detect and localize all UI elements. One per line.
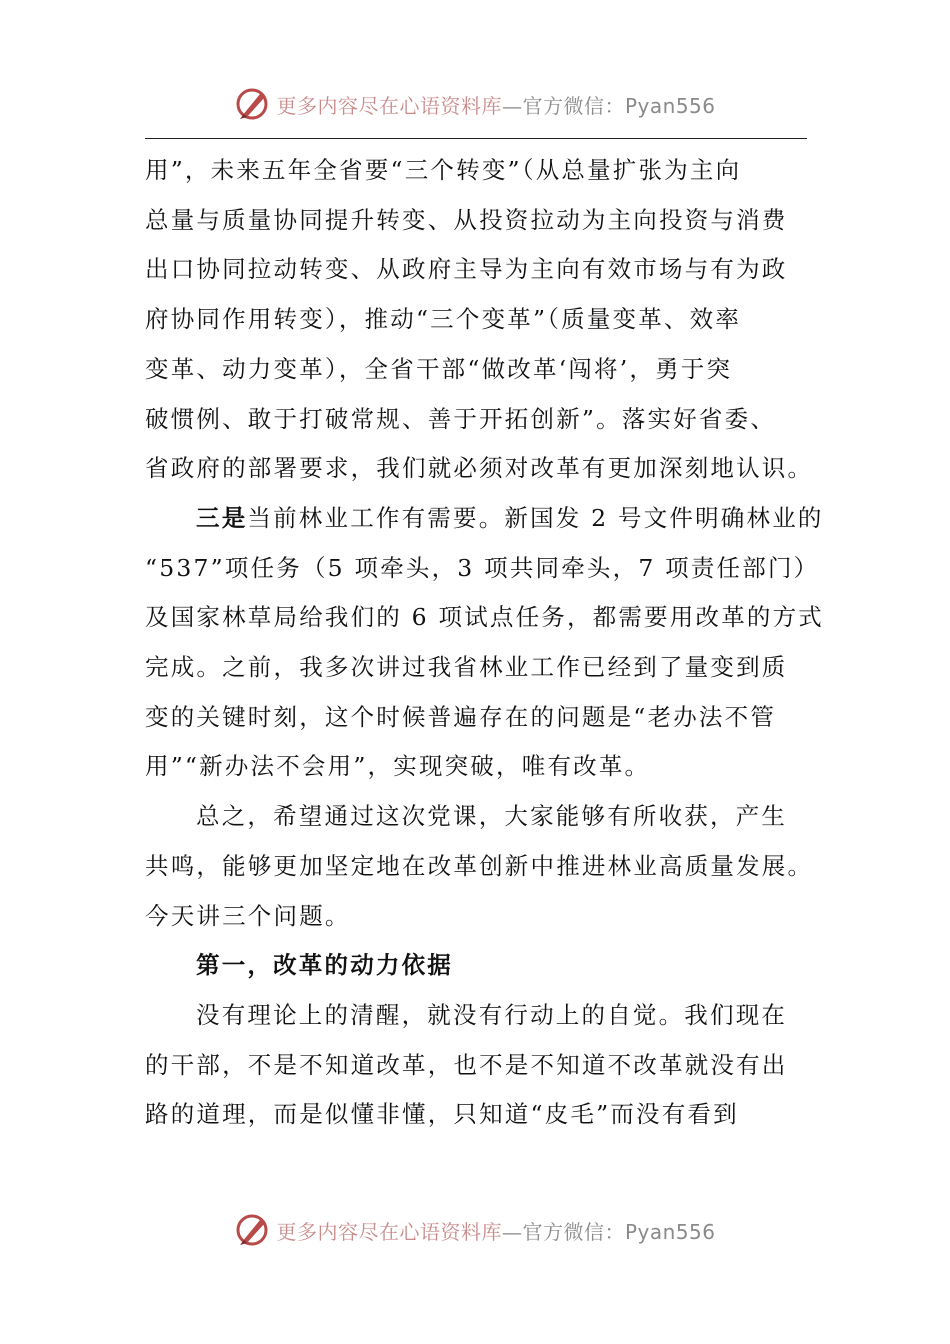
heading-text: 第一，改革的动力依据: [196, 951, 453, 980]
header-rule: [145, 138, 807, 139]
text-line: 路的道理，而是似懂非懂，只知道“皮毛”而没有看到: [145, 1100, 739, 1129]
pen-logo-icon: [234, 86, 270, 122]
document-body: [145, 146, 824, 1140]
section-heading-1: [145, 941, 807, 991]
wechat-label: 官方微信：: [522, 1219, 625, 1244]
watermark-title: 更多内容尽在心语资料库: [276, 1219, 502, 1244]
text-line: 今天讲三个问题。: [145, 901, 351, 930]
wechat-label: 官方微信：: [522, 93, 625, 118]
paragraph-2: [145, 494, 824, 792]
bold-lead: 三是: [196, 503, 248, 532]
watermark-title: 更多内容尽在心语资料库: [276, 93, 502, 118]
paragraph-3: [145, 792, 814, 941]
text-line: 没有理论上的清醒，就没有行动上的自觉。我们现在: [196, 1000, 788, 1029]
text-run: 当前林业工作有需要。新国发 2 号文件明确林业的: [247, 503, 824, 532]
text-line: 变革、动力变革），全省干部“做改革‘闯将’，勇于突: [145, 354, 733, 383]
wechat-id: Pyan556: [624, 1219, 716, 1244]
header-watermark: [0, 84, 950, 124]
footer-watermark-text: [276, 1216, 715, 1245]
text-line: “537”项任务（5 项牵头，3 项共同牵头，7 项责任部门）: [145, 553, 820, 582]
header-watermark-text: [276, 90, 715, 119]
text-line: 及国家林草局给我们的 6 项试点任务，都需要用改革的方式: [145, 603, 824, 632]
footer-watermark: [0, 1210, 950, 1250]
watermark-dash: —: [501, 1219, 523, 1244]
paragraph-4: [145, 991, 807, 1140]
text-line: 用”“新办法不会用”，实现突破，唯有改革。: [145, 752, 651, 781]
text-line: 总量与质量协同提升转变、从投资拉动为主向投资与消费: [145, 205, 788, 234]
text-line: 总之，希望通过这次党课，大家能够有所收获，产生: [196, 802, 788, 831]
text-line: 用”，未来五年全省要“三个转变”（从总量扩张为主向: [145, 156, 742, 184]
text-line: 的干部，不是不知道改革，也不是不知道不改革就没有出: [145, 1050, 788, 1079]
text-line: 府协同作用转变），推动“三个变革”（质量变革、效率: [145, 305, 742, 334]
watermark-dash: —: [501, 93, 523, 118]
text-line: 破惯例、敢于打破常规、善于开拓创新”。落实好省委、: [145, 404, 777, 433]
wechat-id: Pyan556: [624, 93, 716, 118]
text-line: 出口协同拉动转变、从政府主导为主向有效市场与有为政: [145, 255, 788, 284]
text-line: 省政府的部署要求，我们就必须对改革有更加深刻地认识。: [145, 454, 814, 483]
text-line: 共鸣，能够更加坚定地在改革创新中推进林业高质量发展。: [145, 851, 814, 880]
pen-logo-icon: [234, 1212, 270, 1248]
paragraph-1: [145, 146, 814, 494]
text-line: 变的关键时刻，这个时候普遍存在的问题是“老办法不管: [145, 702, 777, 731]
text-line: [145, 494, 824, 544]
text-line: 完成。之前，我多次讲过我省林业工作已经到了量变到质: [145, 653, 788, 682]
